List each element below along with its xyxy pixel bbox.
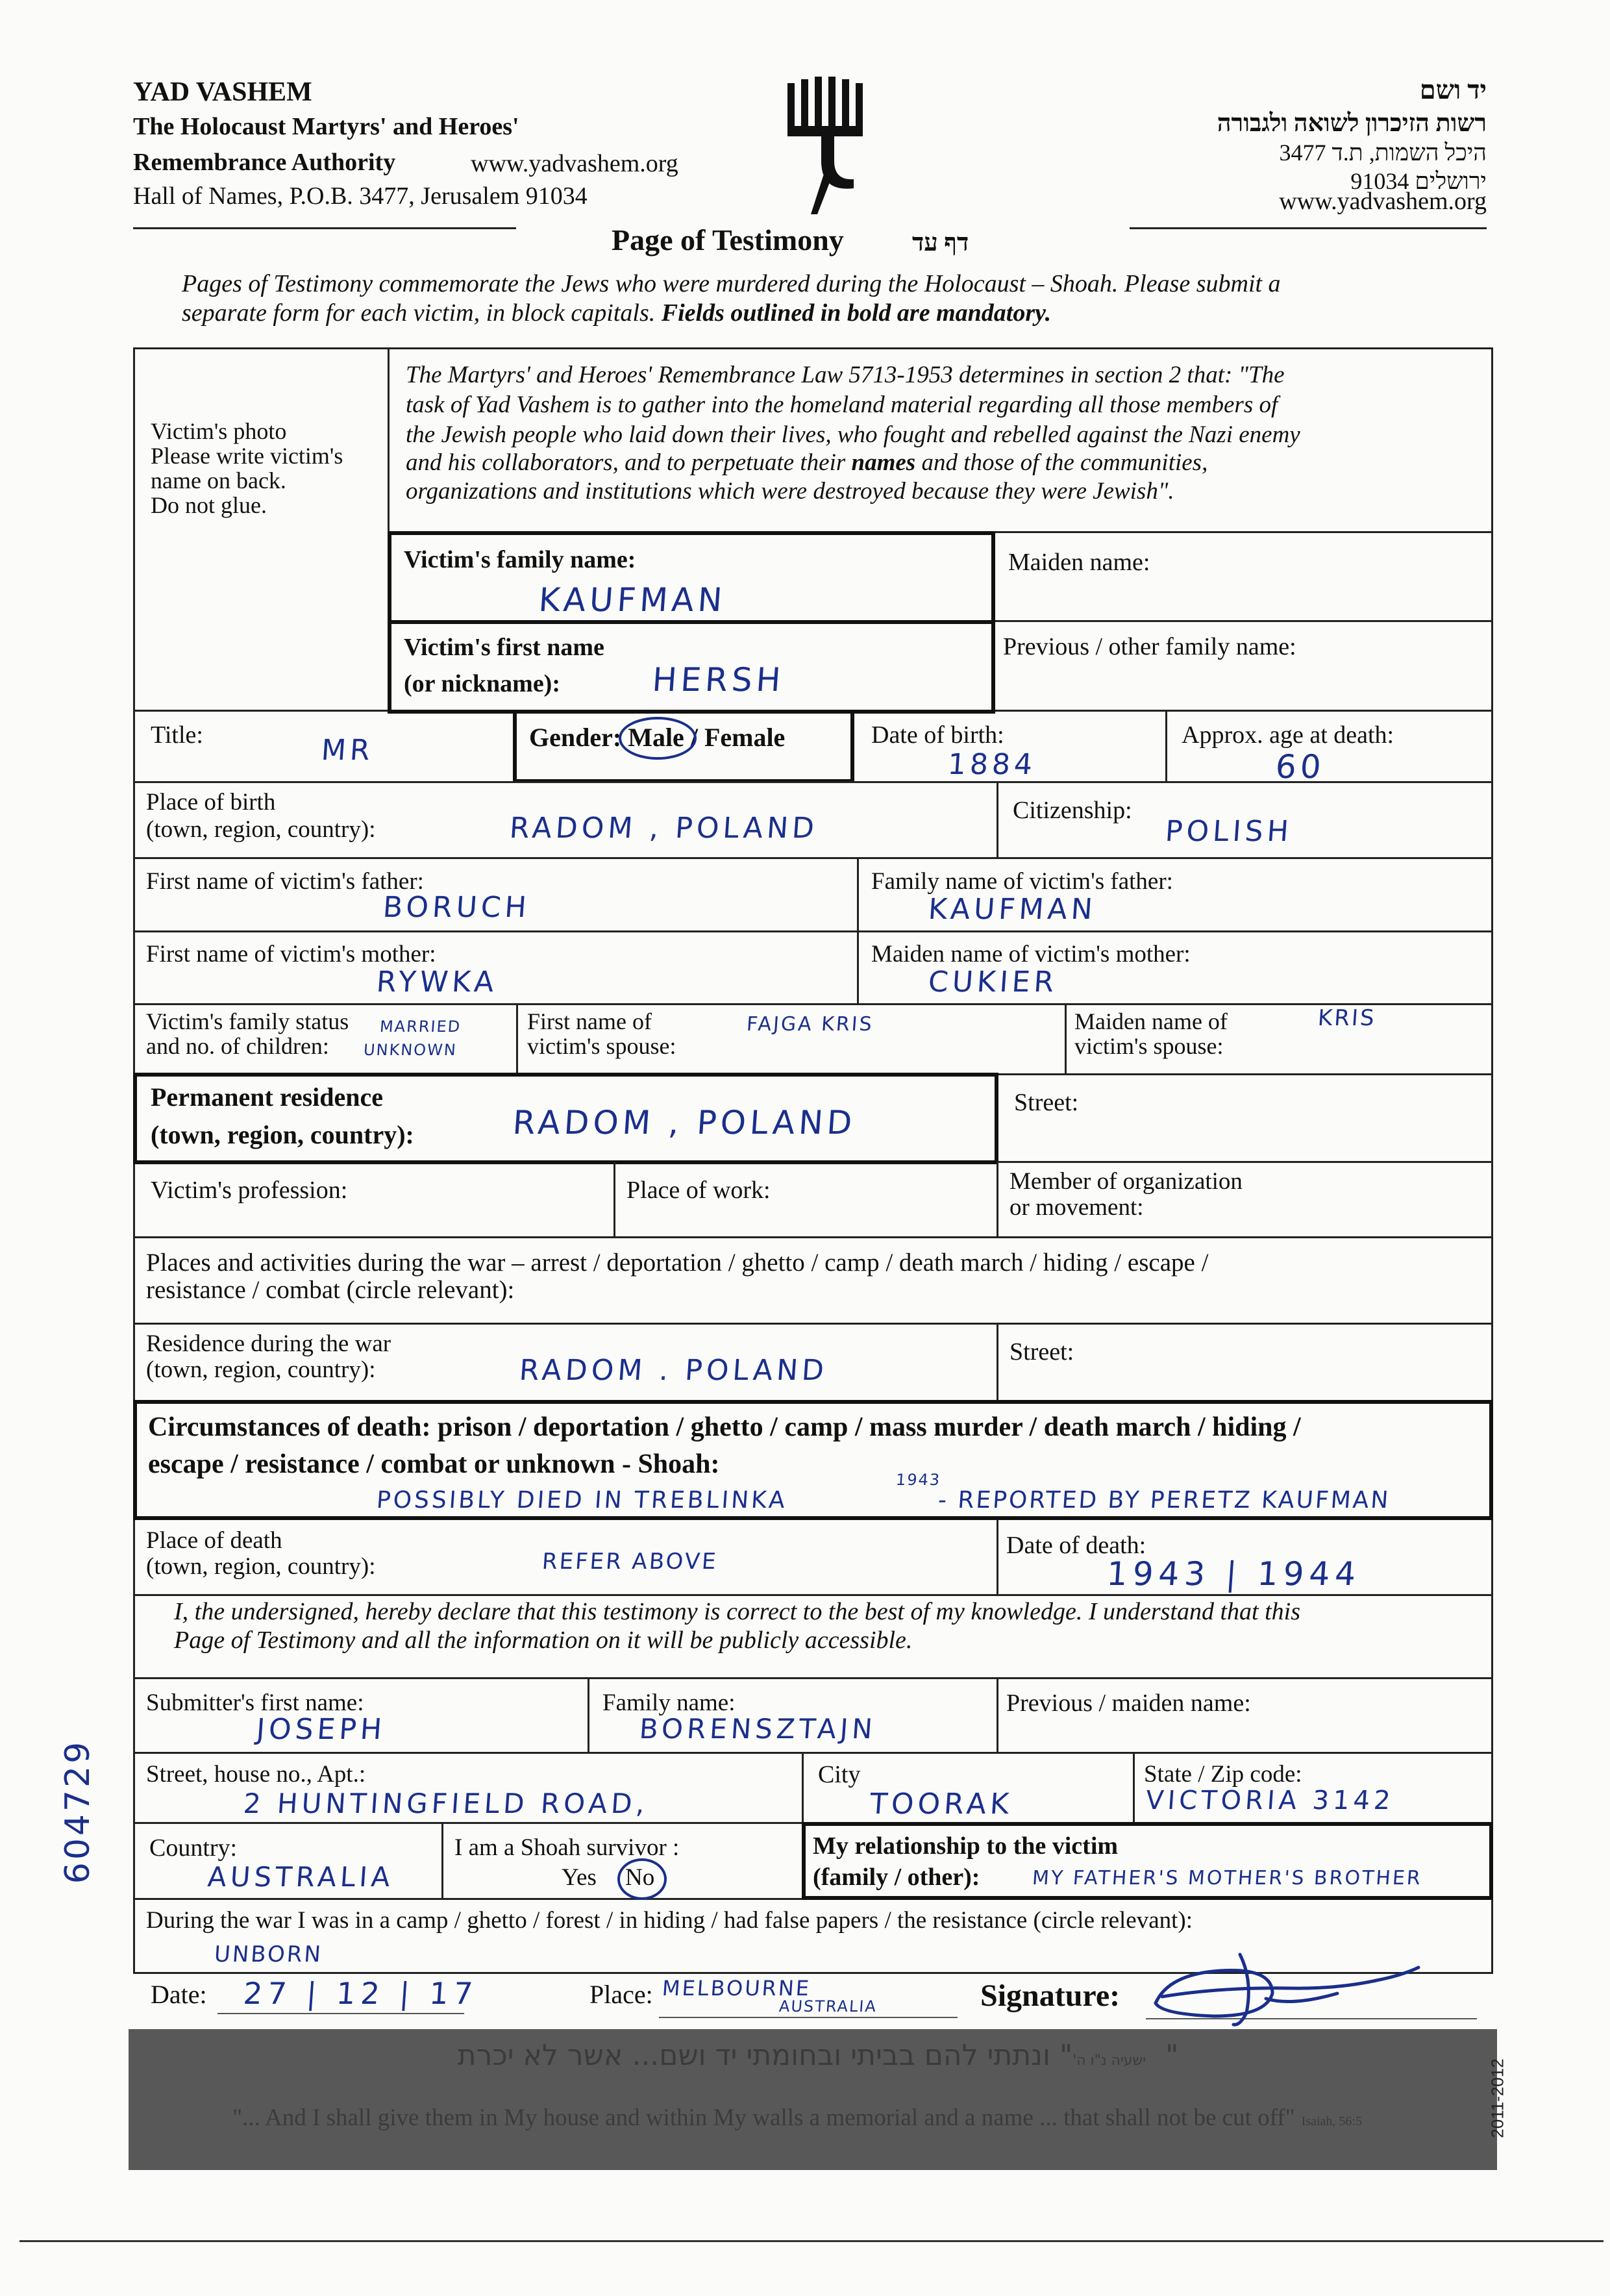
grid-row-submitter-top (133, 1677, 1493, 1679)
maiden-name-label: Maiden name: (1008, 549, 1150, 576)
grid-dob-right (1165, 710, 1167, 782)
intro-line-2 (182, 299, 1051, 327)
survivor-label: I am a Shoah survivor : (454, 1834, 680, 1861)
box-rel-left (802, 1822, 806, 1900)
residence-value[interactable]: RADOM , POLAND (511, 1104, 858, 1142)
war-residence-label-2: (town, region, country): (146, 1356, 376, 1383)
submitter-family-value[interactable]: BORENSZTAJN (638, 1713, 878, 1745)
profession-field[interactable] (138, 1166, 610, 1234)
gender-separator: / (684, 723, 704, 752)
place-label: Place: (589, 1980, 653, 2009)
circ-value[interactable]: POSSIBLY DIED IN TREBLINKA (375, 1487, 789, 1514)
mother-first-label: First name of victim's mother: (146, 941, 436, 967)
spouse-first-label-2: victim's spouse: (527, 1033, 676, 1059)
address: Hall of Names, P.O.B. 3477, Jerusalem 91034 (133, 182, 588, 210)
box-gender-left (513, 710, 517, 783)
pob-label-2: (town, region, country): (146, 816, 376, 843)
law-line-4c: and those of the communities, (915, 449, 1208, 476)
mother-maiden-value[interactable]: CUKIER (927, 966, 1059, 999)
member-label-2: or movement: (1009, 1194, 1144, 1221)
grid-pob-right (997, 781, 998, 858)
citizenship-value[interactable]: POLISH (1164, 815, 1294, 848)
he-line-3: היכל השמות, ת.ד 3477 (1279, 140, 1487, 166)
law-line-2: task of Yad Vashem is to gather into the homeland material regarding all those members of (406, 392, 1278, 418)
first-name-label-2: (or nickname): (404, 670, 560, 697)
signature-scribble-icon[interactable] (1143, 1941, 1428, 2032)
page-title-he: דף עד (912, 229, 969, 256)
grid-sub-first-right (588, 1677, 589, 1753)
survivor-no-circle (617, 1858, 667, 1900)
grid-street-top (997, 1073, 1493, 1075)
circ-value-2[interactable]: - REPORTED BY PERETZ KAUFMAN (937, 1487, 1391, 1514)
photo-label-1: Victim's photo (151, 418, 287, 444)
grid-maiden-bottom (993, 620, 1493, 622)
title-label: Title: (151, 721, 203, 749)
father-first-label: First name of victim's father: (146, 868, 424, 895)
box-family-bottom (388, 620, 993, 624)
header-rule-left (133, 227, 516, 229)
pod-label-1: Place of death (146, 1527, 282, 1554)
family-status-value-1[interactable]: MARRIED (379, 1017, 462, 1036)
gender-field[interactable] (529, 725, 785, 751)
intro-line-1: Pages of Testimony commemorate the Jews who were murdered during the Holocaust – Shoah. Please submit a (182, 270, 1281, 297)
survivor-yes-option[interactable]: Yes (562, 1864, 597, 1891)
spouse-first-value[interactable]: FAJGA KRIS (745, 1013, 874, 1036)
website-left[interactable]: www.yadvashem.org (471, 150, 678, 177)
gender-male-circle (619, 717, 697, 760)
grid-row-decl-top (133, 1594, 1493, 1596)
submitter-family-label: Family name: (602, 1690, 736, 1716)
photo-label-4: Do not glue. (151, 492, 267, 518)
submitter-street-label: Street, house no., Apt.: (146, 1761, 366, 1788)
grid-profession-right (613, 1162, 615, 1237)
circ-label-2: escape / resistance / combat or unknown - Shoah: (148, 1449, 720, 1479)
dod-label: Date of death: (1006, 1532, 1146, 1559)
intro-line-2b: Fields outlined in bold are mandatory. (661, 299, 1052, 327)
scan-bottom-edge (19, 2240, 1604, 2242)
spouse-first-label-1: First name of (527, 1008, 652, 1034)
declaration-line-2: Page of Testimony and all the information on it will be publicly accessible. (174, 1627, 913, 1654)
grid-spouse-right (1065, 1003, 1067, 1075)
declaration-line-1: I, the undersigned, hereby declare that this testimony is correct to the best of my knowledge. I understand that this (174, 1598, 1301, 1625)
grid-row-street-top (133, 1752, 1493, 1754)
law-line-5: organizations and institutions which were destroyed because they were Jewish". (406, 478, 1174, 505)
org-line-3: Remembrance Authority (133, 149, 396, 176)
submitter-street-value[interactable]: 2 HUNTINGFIELD ROAD, (242, 1788, 650, 1819)
submitter-previous-field[interactable] (1003, 1682, 1487, 1747)
war-residence-label-1: Residence during the war (146, 1330, 391, 1357)
circ-year[interactable]: 1943 (895, 1471, 942, 1489)
dob-value[interactable]: 1884 (947, 748, 1037, 781)
age-value[interactable]: 60 (1274, 748, 1326, 786)
photo-label-3: name on back. (151, 468, 286, 493)
grid-row-father-top (133, 857, 1493, 859)
he-line-2: רשות הזיכרון לשואה ולגבורה (1217, 110, 1487, 137)
submitter-previous-label: Previous / maiden name: (1006, 1690, 1251, 1717)
submitter-war-label: During the war I was in a camp / ghetto / forest / in hiding / had false papers / the resistance (circle relevant): (146, 1907, 1193, 1934)
member-label-1: Member of organization (1009, 1168, 1243, 1195)
citizenship-label: Citizenship: (1013, 797, 1132, 824)
gender-label: Gender: (529, 723, 628, 752)
box-residence-left (133, 1073, 137, 1164)
pod-label-2: (town, region, country): (146, 1553, 376, 1580)
father-family-label: Family name of victim's father: (871, 868, 1173, 895)
grid-country-right (441, 1822, 443, 1900)
place-value-1[interactable]: MELBOURNE (661, 1976, 812, 2001)
grid-warres-right (997, 1323, 998, 1402)
footer-en-source: Isaiah, 56:5 (1301, 2114, 1362, 2128)
maiden-name-field[interactable] (1000, 536, 1487, 617)
first-name-value[interactable]: HERSH (650, 661, 786, 699)
father-family-value[interactable]: KAUFMAN (927, 893, 1098, 926)
org-title: YAD VASHEM (133, 77, 312, 107)
box-residence-bottom (133, 1160, 997, 1164)
residence-label-1: Permanent residence (151, 1082, 384, 1112)
website-right[interactable]: www.yadvashem.org (1279, 188, 1487, 215)
work-field[interactable] (617, 1166, 993, 1234)
footer-he-source: ישעיה נ"ו ה' (1072, 2053, 1146, 2069)
previous-name-label: Previous / other family name: (1003, 633, 1296, 660)
grid-street-bottom (997, 1161, 1493, 1163)
pod-value[interactable]: REFER ABOVE (541, 1549, 719, 1575)
date-value[interactable]: 27 | 12 | 17 (242, 1976, 479, 2011)
grid-work-right (997, 1162, 998, 1237)
submitter-country-label: Country: (149, 1834, 238, 1862)
box-residence-right (995, 1073, 998, 1164)
gender-female-option[interactable]: Female (704, 723, 786, 752)
circ-label-1: Circumstances of death: prison / deportation / ghetto / camp / mass murder / death march / hiding / (148, 1412, 1301, 1442)
box-circ-bottom (133, 1516, 1493, 1520)
footer-he-quote (364, 2039, 1272, 2072)
menorah-logo-icon (782, 77, 873, 216)
family-status-value-2[interactable]: UNKNOWN (363, 1041, 458, 1059)
war-street-label: Street: (1009, 1338, 1074, 1366)
mother-first-value[interactable]: RYWKA (375, 966, 499, 999)
grid-sub-family-right (997, 1677, 998, 1753)
survivor-no-option[interactable] (625, 1865, 654, 1891)
previous-name-field[interactable] (1000, 625, 1487, 706)
place-value-2[interactable]: AUSTRALIA (778, 1997, 878, 2015)
header-rule-right (1130, 227, 1487, 229)
submitter-war-value[interactable]: UNBORN (213, 1941, 324, 1967)
residence-label-2: (town, region, country): (151, 1120, 414, 1149)
grid-row-family-top (133, 1003, 1493, 1005)
side-note: 604729 (58, 1739, 97, 1884)
family-name-value[interactable]: KAUFMAN (537, 581, 728, 619)
spouse-maiden-label-2: victim's spouse: (1074, 1033, 1224, 1059)
relationship-value[interactable]: MY FATHER'S MOTHER'S BROTHER (1031, 1867, 1423, 1890)
grid-top (133, 347, 1493, 349)
victim-photo-slot[interactable] (136, 351, 386, 529)
grid-sub-city-right (1133, 1752, 1135, 1823)
box-name-left (388, 531, 391, 714)
submitter-first-label: Submitter's first name: (146, 1690, 364, 1716)
box-rel-bottom (802, 1896, 1493, 1900)
family-status-label-2: and no. of children: (146, 1033, 329, 1059)
submitter-city-label: City (818, 1761, 861, 1788)
family-name-label: Victim's family name: (404, 546, 636, 573)
footer-he-quote-text: " ונתתי להם בביתי ובחומתי יד ושם... אשר לא יכרת " (457, 2039, 1179, 2072)
street-label: Street: (1014, 1089, 1079, 1116)
grid-row-country-top (133, 1822, 802, 1824)
he-title: יד ושם (1419, 75, 1487, 105)
gender-male-text: Male (628, 723, 684, 752)
submitter-country-value[interactable]: AUSTRALIA (206, 1861, 395, 1893)
age-label: Approx. age at death: (1182, 721, 1394, 749)
grid-row-places-top (133, 1236, 1493, 1238)
survivor-no-text: No (625, 1864, 655, 1891)
date-label: Date: (151, 1980, 207, 2009)
submitter-first-value[interactable]: JOSEPH (255, 1713, 387, 1746)
spouse-maiden-value[interactable]: KRIS (1317, 1005, 1377, 1031)
date-line (217, 2013, 464, 2014)
first-name-label-1: Victim's first name (404, 634, 604, 661)
relationship-label-1: My relationship to the victim (813, 1832, 1119, 1860)
grid-sub-street-right (802, 1752, 804, 1823)
work-label: Place of work: (626, 1177, 771, 1204)
place-line (659, 2017, 958, 2018)
law-line-4a: and his collaborators, and to perpetuate their (406, 449, 852, 476)
relationship-label-2: (family / other): (813, 1864, 980, 1891)
title-value[interactable]: MR (320, 734, 375, 767)
box-circ-top (133, 1400, 1493, 1404)
dob-label: Date of birth: (871, 721, 1004, 749)
box-gender-right (850, 710, 854, 783)
family-status-label-1: Victim's family status (146, 1008, 349, 1034)
box-family-top (388, 531, 993, 535)
footer-edition: 2011-2012 (1487, 2058, 1507, 2138)
submitter-state-value[interactable]: VICTORIA 3142 (1145, 1786, 1396, 1816)
intro-line-2a: separate form for each victim, in block capitals. (182, 299, 662, 327)
places-label-2: resistance / combat (circle relevant): (146, 1276, 515, 1304)
grid-status-right (516, 1003, 518, 1075)
box-rel-right (1489, 1822, 1493, 1900)
street-field[interactable] (1003, 1078, 1487, 1157)
submitter-city-value[interactable]: TOORAK (869, 1788, 1014, 1821)
org-line-2: The Holocaust Martyrs' and Heroes' (133, 113, 519, 140)
footer-en-quote (155, 2104, 1440, 2132)
grid-row-war-top (133, 1898, 802, 1900)
photo-label-2: Please write victim's (151, 443, 343, 469)
places-label-1: Places and activities during the war – arrest / deportation / ghetto / camp / death march / hiding / escape / (146, 1249, 1209, 1277)
law-line-4b: names (851, 449, 916, 476)
father-first-value[interactable]: BORUCH (382, 891, 532, 924)
box-rel-top (802, 1822, 1493, 1826)
pob-value[interactable]: RADOM , POLAND (508, 812, 819, 845)
profession-label: Victim's profession: (151, 1177, 348, 1204)
war-residence-value[interactable]: RADOM . POLAND (518, 1354, 829, 1387)
grid-row-warres-top (133, 1323, 1493, 1325)
box-circ-left (133, 1400, 137, 1520)
box-gender-top (513, 710, 850, 714)
law-line-4 (406, 450, 1208, 476)
grid-pod-right (997, 1519, 998, 1594)
submitter-state-label: State / Zip code: (1144, 1761, 1302, 1788)
page-title: Page of Testimony (612, 223, 844, 256)
grid-row-mother-top (133, 930, 1493, 932)
mother-maiden-label: Maiden name of victim's mother: (871, 941, 1191, 967)
box-circ-right (1489, 1400, 1493, 1520)
dod-value[interactable]: 1943 | 1944 (1105, 1555, 1363, 1593)
box-name-right (991, 531, 995, 714)
law-line-3: the Jewish people who laid down their lives, who fought and rebelled against the Nazi enemy (406, 421, 1300, 448)
spouse-maiden-label-1: Maiden name of (1074, 1008, 1228, 1034)
box-residence-top (133, 1073, 997, 1077)
law-line-1: The Martyrs' and Heroes' Remembrance Law 5713-1953 determines in section 2 that: "The (406, 362, 1285, 388)
he-line-4: ירושלים 91034 (1350, 168, 1487, 194)
signature-label: Signature: (980, 1978, 1121, 2013)
pob-label-1: Place of birth (146, 789, 276, 816)
footer-en-quote-text: "... And I shall give them in My house and within My walls a memorial and a name ... that shall not be cut off" (232, 2104, 1295, 2131)
gender-male-option[interactable] (628, 725, 684, 751)
